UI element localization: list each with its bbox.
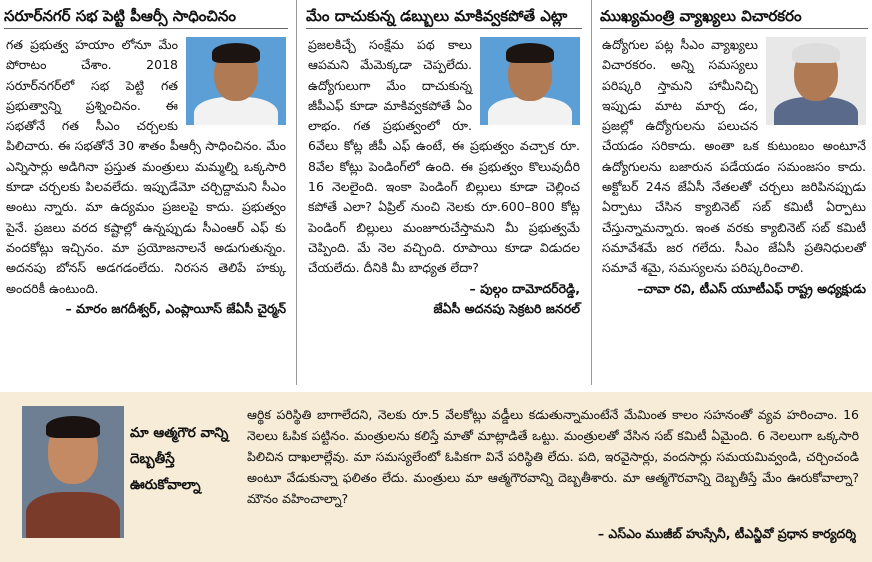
signature: – ఎస్‌ఎం ముజీబ్ హుస్సేనీ, టీఎన్జీవో ప్రధాన కార్యదర్శి (597, 526, 856, 541)
headline: ముఖ్యమంత్రి వ్యాఖ్యలు విచారకరం (600, 0, 868, 29)
signature-title: జేఏసీ అదనపు సెక్రటరి జనరల్ (433, 300, 580, 316)
signature-name: – పుల్గం దామోదర్‌రెడ్డి, (469, 280, 580, 296)
headline: సరూర్‌నగర్ సభ పెట్టి పీఆర్సీ సాధించినం (4, 0, 288, 29)
article-column-2 (302, 0, 586, 392)
paragraph: ఉద్యోగుల పట్ల సీఎం వ్యాఖ్యలు విచారకరం. అన్ని సమస్యలు పరిష్కరి స్తామని హామీనిచ్చి ఇప్పుడు మాట మార్చ డం, ప్రజల్లో ఉద్యోగులను పలుచన చేయడం సరికాదు. అంతా ఒక కుటుంబం అంటూనే ఉద్యోగులను బజారున పడేయడం సమంజసం కాదు. అక్టోబర్ 24న జేఏసీ నేతలతో చర్చలు జరిపినప్పుడు ఏర్పాటు చేసిన క్యాబినెట్ సబ్ కమిటీ ఏర్పాటు చేస్తున్నామన్నారు. ఇంత వరకు క్యాబినెట్ సబ్ కమిటీ సమావేశమే జర గలేదు. సీఎం జేఏసీ ప్రతినిధులతో సమావే శమై, సమస్యలను పరిష్కరించాలి. (602, 37, 866, 276)
article-body (302, 35, 586, 279)
author-photo (480, 37, 580, 125)
author-photo (766, 37, 866, 125)
feature-paragraph: ఆర్థిక పరిస్థితి బాగాలేదని, నెలకు రూ.5 వేలకోట్లు వడ్డీలు కడుతున్నామంటేనే మేమింత కాలం సహనంతో వ్యవ హరించాం. 16 నెలలు ఓపిక పట్టినం. మంత్రులను కలిస్తే మాతో మాట్లాడితే ఒట్టు. మంత్రులతో వేసిన సబ్ కమిటీ ఏమైంది. 6 నెలలుగా ఒక్కసారి పిలిచిన దాఖలాల్లేవు. మా సమస్యలేంటో ఓపికగా వినే పరిస్థితి లేదు. పది, ఇరవైసార్లు, వందసార్లు సమయమివ్వండి, చర్చించండి అంటూ వేడుకున్నా ఫలితం లేదు. మంత్రులు మా ఆత్మగౌరవాన్ని దెబ్బతీశారు. మా ఆత్మగౌరవాన్ని దెబ్బతీస్తే మేం ఊరుకోవాల్నా? మౌనం వహించాల్నా? (247, 407, 859, 506)
bottom-feature-box (0, 392, 872, 562)
article-column-3 (596, 0, 872, 392)
author-photo (22, 406, 124, 538)
signature: – మారం జగదీశ్వర్, ఎంప్లాయీస్ జేఏసీ చైర్మన్ (65, 300, 286, 316)
column-divider (591, 0, 592, 385)
column-divider (296, 0, 297, 385)
article-column-1 (0, 0, 292, 392)
author-photo (186, 37, 286, 125)
headline: మేం దాచుకున్న డబ్బులు మాకివ్వకపోతే ఎట్లా (306, 0, 582, 29)
pull-quote: మా ఆత్మగౌర వాన్ని దెబ్బతీస్తే ఊరుకోవాల్నా (130, 425, 229, 493)
article-body (596, 35, 872, 279)
signature: –చావా రవి, టీఎస్ యూటీఎఫ్ రాష్ట్ర అధ్యక్షుడు (637, 280, 866, 296)
paragraph: గత ప్రభుత్వ హయాం లోనూ మేం పోరాటం చేశాం. 2018 సరూర్‌నగర్‌లో సభ పెట్టి గత ప్రభుత్వాన్ని ప్రశ్నించినం. ఈ సభతోనే గత సీఎం చర్చలకు పిలిచారు. ఈ సభతోనే 30 శాతం పీఆర్సీ సాధించినం. మేం ఎన్నిసార్లు అడిగినా ప్రస్తుత మంత్రులు మమ్మల్ని ఒక్కసారి కూడా చర్చలకు పిలవలేదు. ఇప్పుడేమో చర్చిద్దామని సీఎం అంటు న్నారు. మా ఉద్యమం ప్రజలపై కాదు. ప్రభుత్వం పైనే. ప్రజలు వరద కష్టాల్లో ఉన్నప్పుడు సీఎంఆర్ ఎఫ్ కు వందకోట్లు ఇచ్చినం. మా ప్రయోజనాలనే అడుగుతున్నం. అదనపు బోనస్ అడగడంలేదు. నిరసన తెలిపే హక్కు అందరికీ ఉంటుంది. (6, 37, 286, 296)
paragraph: ప్రజలకిచ్చే సంక్షేమ పథ కాలు ఆపమని మేమెక్కడా చెప్పలేదు. ఉద్యోగులుగా మేం దాచుకున్న జీపీఎఫ్ కూడా మాకివ్వకపోతే ఏం లాభం. గత ప్రభుత్వంలో రూ. 6వేలు కోట్ల జీపీ ఎఫ్ ఉంటే, ఈ ప్రభుత్వం వచ్చాక రూ. 8వేల కోట్లు పెండింగ్‌లో ఉంది. ఈ ప్రభుత్వం కొలువుదీరి 16 నెలలైంది. ఇంకా పెండింగ్ బిల్లులు కూడా చెల్లించ కపోతే ఎలా? ఏప్రిల్ నుంచి నెలకు రూ.600–800 కోట్ల పెండింగ్ బిల్లులు మంజూరుచేస్తామని మీ ప్రభుత్వమే చెప్పింది. మే నెల వచ్చింది. రూపాయి కూడా విడుదల చేయలేదు. దీనికి మీ బాధ్యత లేదా? (308, 37, 580, 276)
article-body (0, 35, 292, 299)
